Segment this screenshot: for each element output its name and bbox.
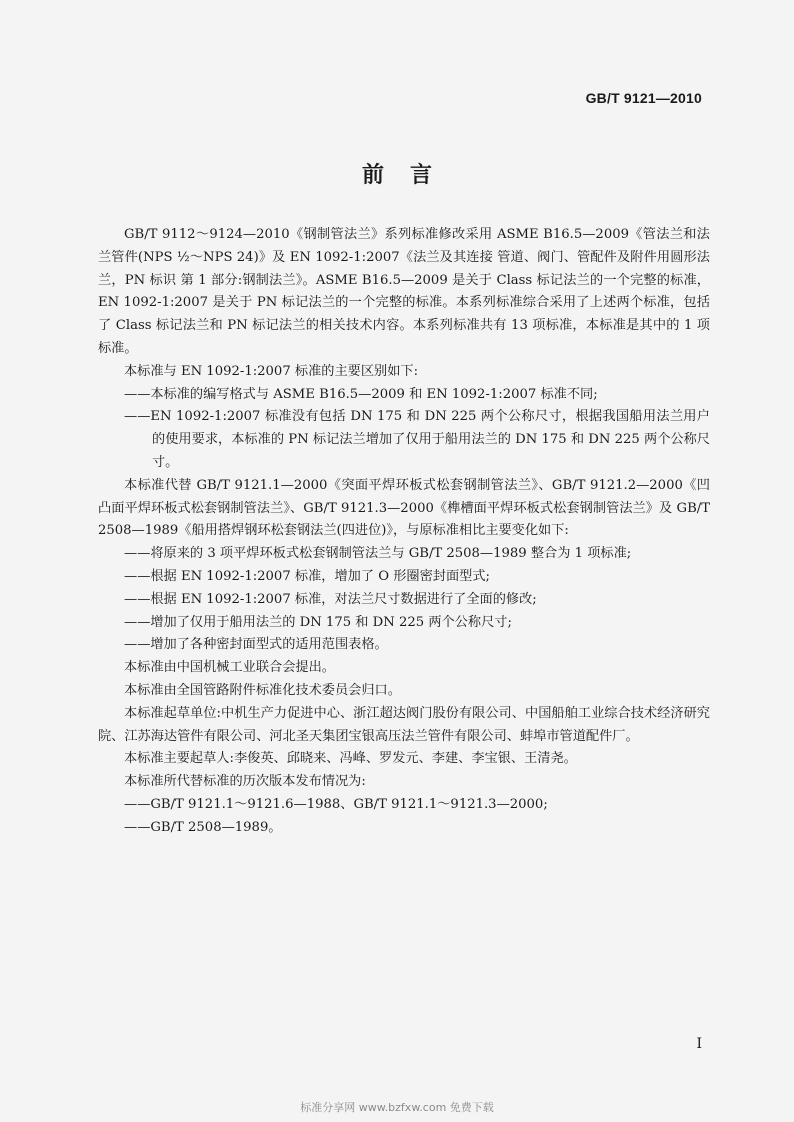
watermark[interactable]: 标准分享网 www.bzfxw.com 免费下载 (300, 1101, 494, 1114)
list-item: ——GB/T 9121.1～9121.6—1988、GB/T 9121.1～9121.3—2000; (124, 796, 548, 812)
list-item: ——根据 EN 1092-1:2007 标准，对法兰尺寸数据进行了全面的修改; (124, 591, 537, 607)
list-item: ——增加了各种密封面型式的适用范围表格。 (124, 637, 388, 653)
paragraph-replaces: 本标准代替 GB/T 9121.1—2000《突面平焊环板式松套钢制管法兰》、GB/T 9121.2—2000《凹凸面平焊环板式松套钢制管法兰》、GB/T 9121.3—2000《榫槽面平焊环板式松套钢制管法兰》及 GB/T 2508—1989《船用搭焊钢环松套钢法兰(四进位)》，与原标准相比主要变化如下: (98, 477, 710, 539)
paragraph-proposed-by: 本标准由中国机械工业联合会提出。 (124, 660, 335, 676)
list-item: ——GB/T 2508—1989。 (124, 819, 282, 835)
list-item: ——EN 1092-1:2007 标准没有包括 DN 175 和 DN 225 两个公称尺寸，根据我国船用法兰用户的使用要求，本标准的 PN 标记法兰增加了仅用于船用法兰的 DN 175 和 DN 225 两个公称尺寸。 (124, 409, 710, 470)
paragraph-under-jurisdiction: 本标准由全国管路附件标准化技术委员会归口。 (124, 682, 401, 698)
paragraph-history: 本标准所代替标准的历次版本发布情况为: (124, 774, 366, 790)
paragraph-drafters: 本标准主要起草人:李俊英、邱晓来、冯峰、罗发元、李建、李宝银、王清尧。 (124, 751, 577, 767)
page-title: 前言 (361, 162, 458, 188)
list-item: ——增加了仅用于船用法兰的 DN 175 和 DN 225 两个公称尺寸; (124, 614, 512, 630)
list-item: ——根据 EN 1092-1:2007 标准，增加了 O 形圈密封面型式; (124, 568, 490, 584)
page-number: I (696, 1036, 702, 1052)
preface-body (98, 224, 710, 840)
list-item: ——本标准的编写格式与 ASME B16.5—2009 和 EN 1092-1:2007 标准不同; (124, 386, 598, 402)
paragraph-intro: GB/T 9112～9124—2010《钢制管法兰》系列标准修改采用 ASME B16.5—2009《管法兰和法兰管件(NPS ½～NPS 24)》及 EN 1092-1:2007《法兰及其连接 管道、阀门、管配件及附件用圆形法兰，PN 标识 第 1 部分:钢制法兰》。ASME B16.5—2009 是关于 Class 标记法兰的一个完整的标准，EN 1092-1:2007 是关于 PN 标记法兰的一个完整的标准。本系列标准综合采用了上述两个标准，包括了 Class 标记法兰和 PN 标记法兰的相关技术内容。本系列标准共有 13 项标准，本标准是其中的 1 项标准。 (98, 227, 710, 356)
paragraph-differences: 本标准与 EN 1092-1:2007 标准的主要区别如下: (124, 363, 419, 379)
list-item: ——将原来的 3 项平焊环板式松套钢制管法兰与 GB/T 2508—1989 整合为 1 项标准; (124, 546, 632, 562)
standard-code: GB/T 9121—2010 (585, 90, 702, 106)
paragraph-drafting-units: 本标准起草单位:中机生产力促进中心、浙江超达阀门股份有限公司、中国船舶工业综合技术经济研究院、江苏海达管件有限公司、河北圣天集团宝银高压法兰管件有限公司、蚌埠市管道配件厂。 (98, 705, 710, 744)
